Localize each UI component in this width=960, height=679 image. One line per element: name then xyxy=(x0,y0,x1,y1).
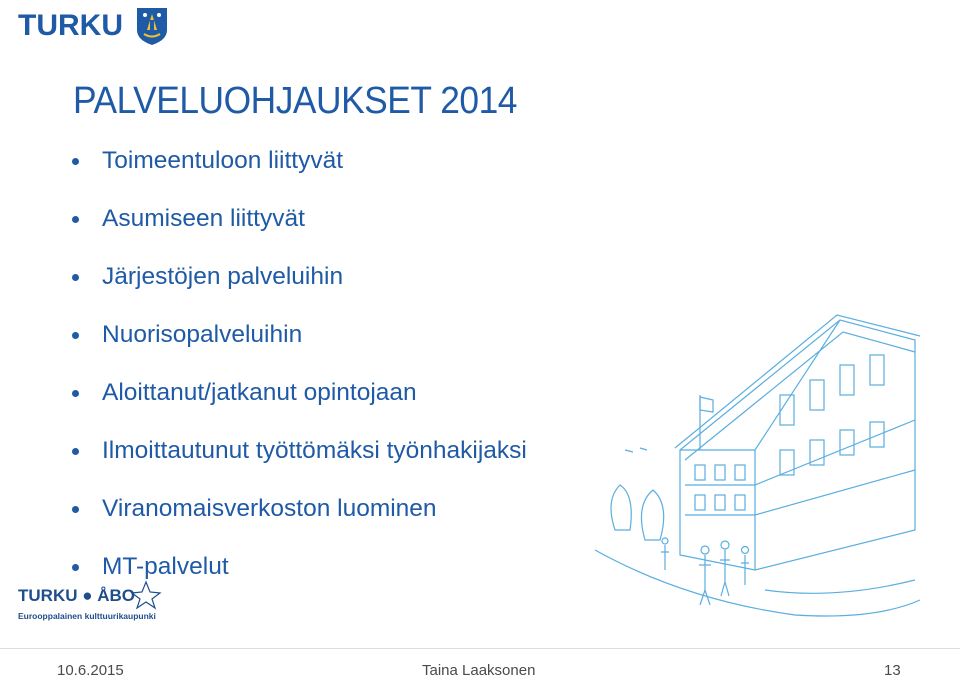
bullet-text: Asumiseen liittyvät xyxy=(102,205,305,232)
bullet-text: Toimeentuloon liittyvät xyxy=(102,147,344,174)
building-sketch-illustration xyxy=(585,300,930,620)
list-item xyxy=(72,262,527,320)
footer-author: Taina Laaksonen xyxy=(422,662,536,679)
bullet-text: Aloittanut/jatkanut opintojaan xyxy=(102,379,417,406)
bullet-dot-icon xyxy=(72,274,79,281)
bullet-dot-icon xyxy=(72,158,79,165)
footer-date: 10.6.2015 xyxy=(57,662,124,679)
bullet-dot-icon xyxy=(72,564,79,571)
bullet-dot-icon xyxy=(72,216,79,223)
footer-divider xyxy=(0,648,960,649)
bullet-dot-icon xyxy=(72,332,79,339)
bullet-list xyxy=(72,146,527,610)
slide-title: PALVELUOHJAUKSET 2014 xyxy=(73,80,517,122)
page-number: 13 xyxy=(884,662,901,679)
star-sketch-icon xyxy=(130,580,162,610)
list-item xyxy=(72,204,527,262)
culture-logo-text: TURKU ● ÅBO xyxy=(18,586,135,605)
bullet-dot-icon xyxy=(72,448,79,455)
turku-crest-icon xyxy=(135,6,169,46)
list-item xyxy=(72,378,527,436)
list-item xyxy=(72,494,527,552)
bullet-dot-icon xyxy=(72,390,79,397)
list-item xyxy=(72,146,527,204)
list-item xyxy=(72,436,527,494)
bullet-dot-icon xyxy=(72,506,79,513)
turku-logo xyxy=(18,6,169,46)
turku-logo-text: TURKU xyxy=(18,9,123,42)
bullet-text: Viranomaisverkoston luominen xyxy=(102,495,437,522)
bullet-text: Järjestöjen palveluihin xyxy=(102,263,344,290)
list-item xyxy=(72,320,527,378)
bullet-text: Ilmoittautunut työttömäksi työnhakijaksi xyxy=(102,437,527,464)
bullet-text: Nuorisopalveluihin xyxy=(102,321,303,348)
bullet-text: MT-palvelut xyxy=(102,553,229,580)
culture-logo-subtitle: Eurooppalainen kulttuurikaupunki xyxy=(18,611,156,621)
culture-capital-logo xyxy=(18,586,188,630)
